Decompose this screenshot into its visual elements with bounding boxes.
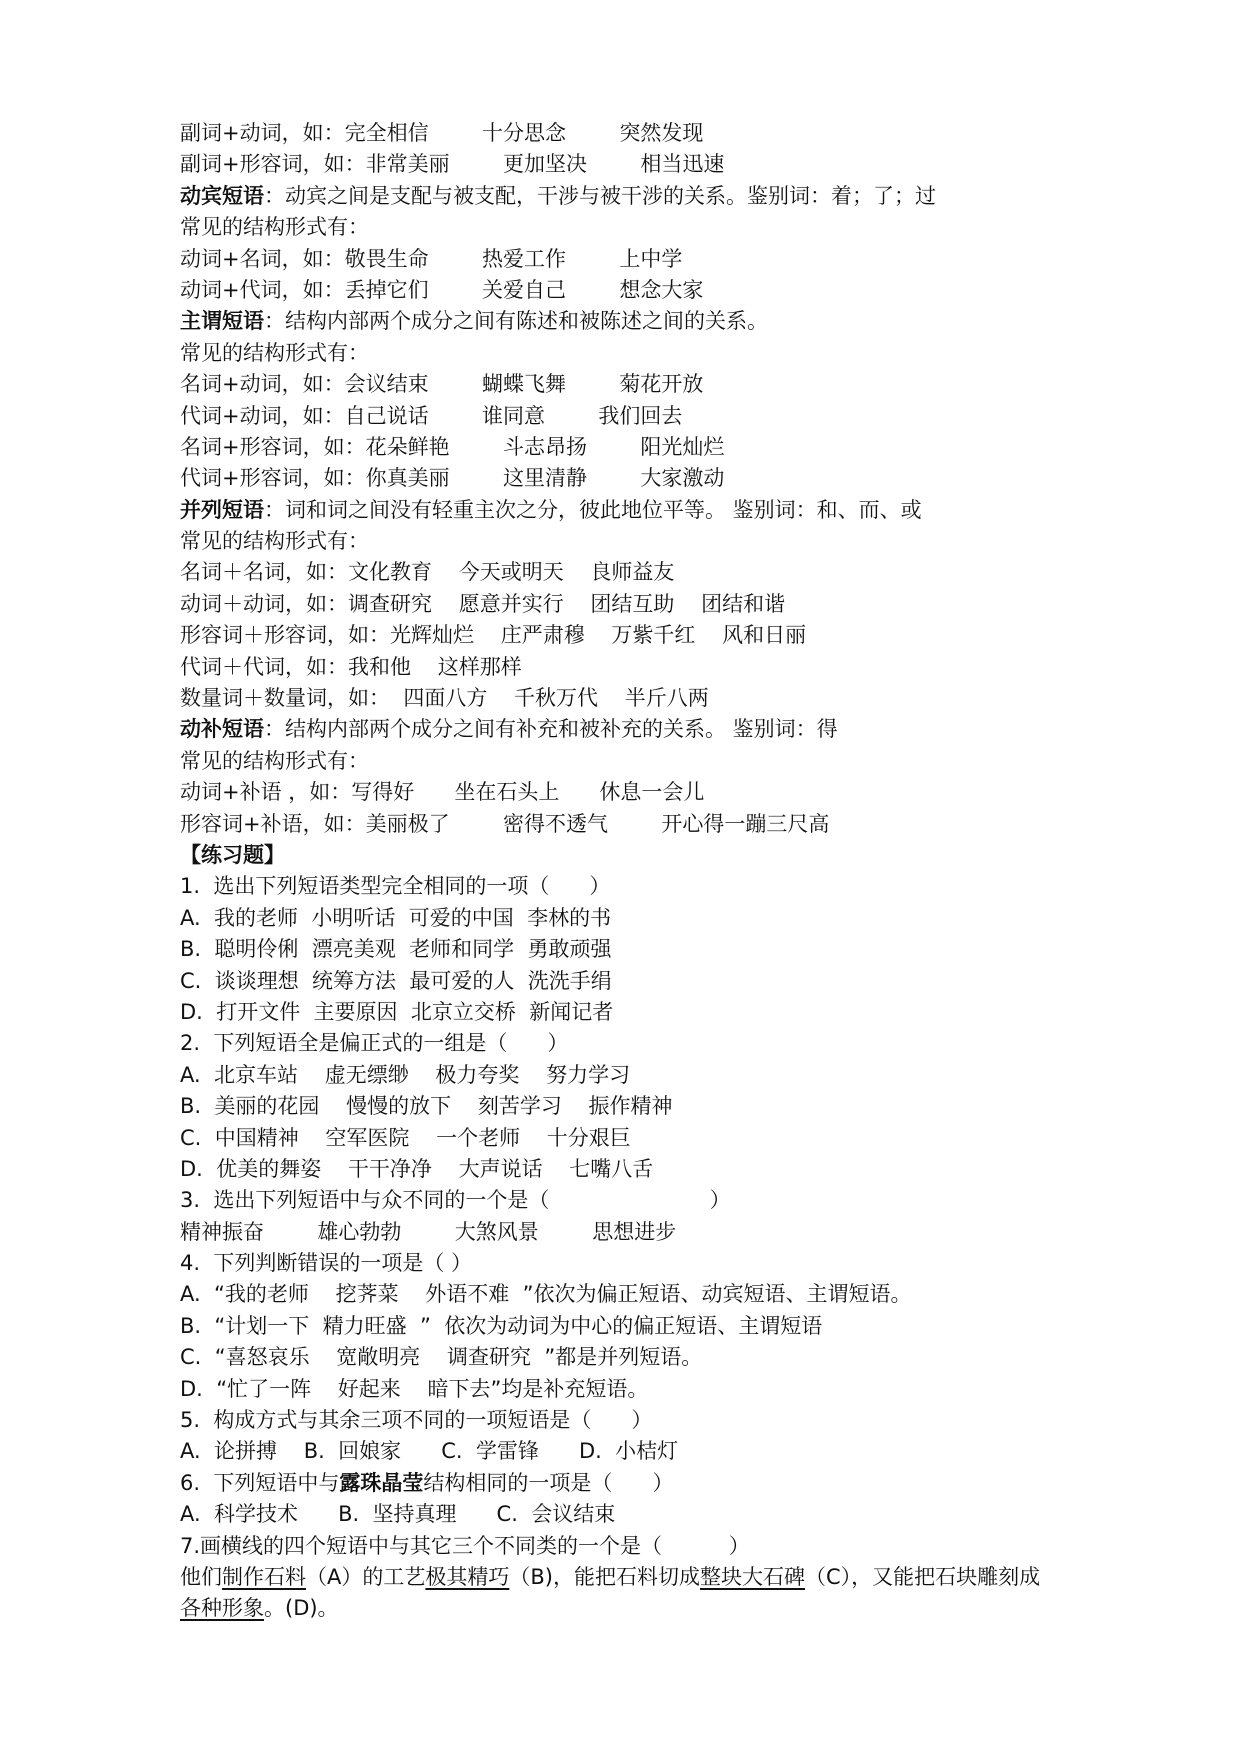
line-text: A. 我的老师 小明听话 可爱的中国 李林的书 bbox=[180, 905, 612, 930]
document-line bbox=[180, 338, 1080, 369]
document-line bbox=[180, 1091, 1080, 1122]
line-text: C. 中国精神 空军医院 一个老师 十分艰巨 bbox=[180, 1125, 631, 1150]
document-line bbox=[180, 495, 1080, 526]
line-text: 6. 下列短语中与 bbox=[180, 1470, 340, 1495]
passage-line-1 bbox=[180, 1562, 1080, 1593]
underlined-phrase-b: 极其精巧 bbox=[425, 1564, 510, 1589]
passage-text: 。(D)。 bbox=[264, 1596, 339, 1621]
line-text: 代词＋代词，如：我和他 这样那样 bbox=[180, 654, 522, 679]
document-line bbox=[180, 840, 1080, 871]
line-text: 精神振奋 雄心勃勃 大煞风景 思想进步 bbox=[180, 1219, 677, 1244]
line-text: A. 论拼搏 B. 回娘家 C. 学雷锋 D. 小桔灯 bbox=[180, 1439, 679, 1464]
document-line bbox=[180, 934, 1080, 965]
line-text: D. 打开文件 主要原因 北京立交桥 新闻记者 bbox=[180, 999, 614, 1024]
document-line bbox=[180, 149, 1080, 180]
line-text: 动词＋动词，如：调查研究 愿意并实行 团结互助 团结和谐 bbox=[180, 591, 786, 616]
document-line bbox=[180, 212, 1080, 243]
line-text: 副词+动词，如：完全相信 十分思念 突然发现 bbox=[180, 121, 704, 145]
document-line bbox=[180, 1028, 1080, 1059]
document-line bbox=[180, 369, 1080, 400]
document-line bbox=[180, 746, 1080, 777]
document-line bbox=[180, 589, 1080, 620]
line-text: D. 优美的舞姿 干干净净 大声说话 七嘴八舌 bbox=[180, 1156, 654, 1181]
document-line bbox=[180, 1374, 1080, 1405]
line-text: 3. 选出下列短语中与众不同的一个是（ ） bbox=[180, 1188, 731, 1213]
document-line bbox=[180, 1311, 1080, 1342]
document-line bbox=[180, 1154, 1080, 1185]
document-line bbox=[180, 997, 1080, 1028]
bold-term: 【练习题】 bbox=[180, 842, 285, 867]
line-text: 名词+动词，如：会议结束 蝴蝶飞舞 菊花开放 bbox=[180, 372, 704, 397]
document-line bbox=[180, 1185, 1080, 1216]
document-line bbox=[180, 714, 1080, 745]
line-text: ：动宾之间是支配与被支配，干涉与被干涉的关系。鉴别词：着；了；过 bbox=[264, 183, 936, 208]
line-text: ：结构内部两个成分之间有补充和被补充的关系。 鉴别词：得 bbox=[264, 717, 838, 742]
document-line bbox=[180, 557, 1080, 588]
passage-text: （B)，能把石料切成 bbox=[509, 1564, 700, 1589]
line-text: 常见的结构形式有： bbox=[180, 340, 369, 365]
line-text: 名词+形容词，如：花朵鲜艳 斗志昂扬 阳光灿烂 bbox=[180, 434, 725, 459]
line-text: 4. 下列判断错误的一项是（ ） bbox=[180, 1251, 473, 1276]
line-text: ：结构内部两个成分之间有陈述和被陈述之间的关系。 bbox=[264, 309, 768, 334]
document-line bbox=[180, 777, 1080, 808]
line-text: A. 北京车站 虚无缥缈 极力夸奖 努力学习 bbox=[180, 1062, 631, 1087]
line-text: 5. 构成方式与其余三项不同的一项短语是（ ） bbox=[180, 1408, 653, 1433]
underlined-phrase-c: 整块大石碑 bbox=[699, 1564, 805, 1589]
line-text: 动词+补语 ，如：写得好 坐在石头上 休息一会儿 bbox=[180, 780, 705, 805]
passage-text: （A）的工艺 bbox=[306, 1564, 426, 1589]
document-body bbox=[180, 118, 1080, 1625]
document-line bbox=[180, 118, 1080, 149]
line-text: D. “忙了一阵 好起来 暗下去”均是补充短语。 bbox=[180, 1376, 649, 1401]
document-line bbox=[180, 1060, 1080, 1091]
document-line bbox=[180, 652, 1080, 683]
underlined-phrase-a: 制作石料 bbox=[222, 1564, 306, 1589]
line-text: 形容词+补语，如：美丽极了 密得不透气 开心得一蹦三尺高 bbox=[180, 811, 830, 836]
document-line bbox=[180, 1468, 1080, 1499]
line-text: 常见的结构形式有： bbox=[180, 748, 369, 773]
bold-term: 动补短语 bbox=[180, 717, 264, 742]
line-text: B. 聪明伶俐 漂亮美观 老师和同学 勇敢顽强 bbox=[180, 937, 612, 962]
text-lines bbox=[180, 118, 1080, 1562]
bold-term: 动宾短语 bbox=[180, 183, 264, 208]
document-line bbox=[180, 181, 1080, 212]
document-line bbox=[180, 1499, 1080, 1530]
document-line bbox=[180, 244, 1080, 275]
line-text: C. “喜怒哀乐 宽敞明亮 调查研究 ”都是并列短语。 bbox=[180, 1345, 703, 1370]
line-text: B. 美丽的花园 慢慢的放下 刻苦学习 振作精神 bbox=[180, 1094, 673, 1119]
passage-line-2 bbox=[180, 1593, 1080, 1624]
line-text: 常见的结构形式有： bbox=[180, 215, 369, 240]
document-line bbox=[180, 683, 1080, 714]
document-line bbox=[180, 1248, 1080, 1279]
document-line bbox=[180, 809, 1080, 840]
document-line bbox=[180, 526, 1080, 557]
line-text: 7.画横线的四个短语中与其它三个不同类的一个是（ ） bbox=[180, 1533, 750, 1558]
line-text: 常见的结构形式有： bbox=[180, 529, 369, 554]
line-text: 代词+形容词，如：你真美丽 这里清静 大家激动 bbox=[180, 466, 725, 491]
underlined-phrase-d: 各种形象 bbox=[180, 1596, 264, 1621]
document-line bbox=[180, 275, 1080, 306]
line-text: 2. 下列短语全是偏正式的一组是（ ） bbox=[180, 1031, 569, 1056]
passage-text: 他们 bbox=[180, 1564, 222, 1589]
line-text: 形容词＋形容词，如：光辉灿烂 庄严肃穆 万紫千红 风和日丽 bbox=[180, 623, 807, 648]
line-text: 数量词＋数量词，如： 四面八方 千秋万代 半斤八两 bbox=[180, 686, 709, 711]
line-text: 动词+名词，如：敬畏生命 热爱工作 上中学 bbox=[180, 246, 683, 271]
document-line bbox=[180, 1217, 1080, 1248]
document-line bbox=[180, 1279, 1080, 1310]
document-line bbox=[180, 1405, 1080, 1436]
bold-term: 露珠晶莹 bbox=[339, 1470, 424, 1495]
line-text: A. “我的老师 挖荠菜 外语不难 ”依次为偏正短语、动宾短语、主谓短语。 bbox=[180, 1282, 912, 1307]
document-line bbox=[180, 966, 1080, 997]
line-text: 动词+代词，如：丢掉它们 关爱自己 想念大家 bbox=[180, 277, 704, 302]
document-line bbox=[180, 1342, 1080, 1373]
document-line bbox=[180, 1436, 1080, 1467]
document-line bbox=[180, 1531, 1080, 1562]
document-line bbox=[180, 620, 1080, 651]
document-line bbox=[180, 903, 1080, 934]
line-text: C. 谈谈理想 统筹方法 最可爱的人 洗洗手绢 bbox=[180, 968, 612, 993]
document-line bbox=[180, 463, 1080, 494]
line-text: ：词和词之间没有轻重主次之分，彼此地位平等。 鉴别词：和、而、或 bbox=[264, 497, 922, 522]
line-text: 代词+动词，如：自己说话 谁同意 我们回去 bbox=[180, 403, 683, 428]
line-text: 1. 选出下列短语类型完全相同的一项（ ） bbox=[180, 874, 611, 899]
line-text: 名词＋名词，如：文化教育 今天或明天 良师益友 bbox=[180, 560, 675, 585]
document-line bbox=[180, 871, 1080, 902]
document-line bbox=[180, 306, 1080, 337]
document-line bbox=[180, 1123, 1080, 1154]
document-line bbox=[180, 401, 1080, 432]
line-text: A. 科学技术 B. 坚持真理 C. 会议结束 bbox=[180, 1502, 616, 1527]
bold-term: 主谓短语 bbox=[180, 309, 264, 334]
line-text: 副词+形容词，如：非常美丽 更加坚决 相当迅速 bbox=[180, 152, 725, 177]
document-line bbox=[180, 432, 1080, 463]
line-text: B. “计划一下 精力旺盛 ” 依次为动词为中心的偏正短语、主谓短语 bbox=[180, 1313, 823, 1338]
line-text: 结构相同的一项是（ ） bbox=[423, 1470, 674, 1495]
passage-text: （C），又能把石块雕刻成 bbox=[804, 1564, 1041, 1589]
bold-term: 并列短语 bbox=[180, 497, 264, 522]
